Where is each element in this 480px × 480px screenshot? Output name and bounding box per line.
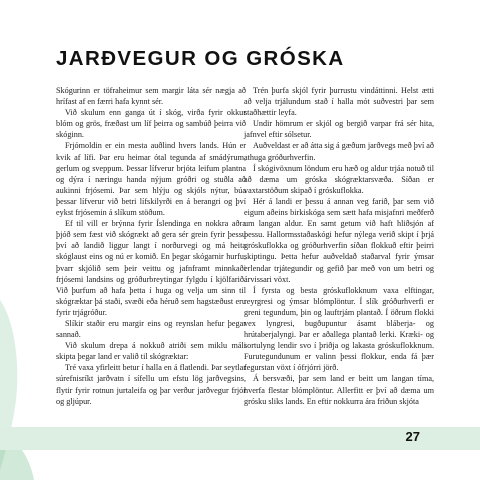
paragraph: Slíkir staðir eru margir eins og reynslan hefur þegar sannað.: [56, 318, 246, 340]
paragraph: Tré vaxa yfirleitt betur í halla en á flatlendi. Þar seytlar súrefnisríkt jarðvatn í sífellu um efstu lög jarðvegsins, flytir fyrir rotnun jurtaleifa og þar verður jarðvegur frjór og gljúpur.: [56, 363, 246, 406]
paragraph: Í fyrsta og besta gróskuflokknum vaxa elftingar, reyrgresi og ýmsar blómplöntur. Í slík gróðurhverfi er greni tegundum, þin og lauftrjám plantað. Í öðrum flokki vex lyngresi, bugðupuntur ásamt bláberja- og hrútaberjalyngi. Þar er aðallega plantað lerki. Kræki- og sortulyng lendir svo í þriðja og lakasta gróskuflokknum. Furutegundunum er valinn þessi flokkur, enda fá þær fegurstan vöxt í ófrjórri jörð.: [244, 285, 434, 373]
paragraph: Trén þurfa skjól fyrir þurrustu vindáttinni. Helst ætti að velja trjálundum stað í halla mót suðvestri þar sem staðhættir leyfa.: [244, 86, 434, 118]
paragraph: Við skulum enn ganga út í skóg, virða fyrir okkur blóm og grös, fræðast um líf þeirra og sambúð þeirra við skóginn.: [56, 108, 246, 140]
right-text-column: [244, 85, 434, 407]
left-text-column: [56, 85, 246, 407]
paragraph: Hér á landi er þessu á annan veg farið, þar sem við eigum aðeins birkiskóga sem sætt hafa misjafnri meðferð um langan aldur. En samt getum við haft hliðsjón af þessu. Hallormsstaðaskógi hefur nýlega verið skipt í þrjá gróskuflokka og gróðurhverfin síðan flokkuð eftir þeirri skiptingu. Þetta hefur auðveldað staðarval fyrir ýmsar erlendar trjátegundir og gefið þar með von um betri og árvissari vöxt.: [244, 196, 434, 284]
paragraph: Frjómoldin er ein mesta auðlind hvers lands. Hún er kvik af lífi. Þar eru heimar ótal tegunda af smádýrum, gerlum og sveppum. Þessar lífverur brjóta leifum plantna og dýra í næringu handa nýjum gróðri og stuðla að aukinni frjósemi. Þar sem hlýju og skjóls nýtur, búa þessar lífverur við betri lífskilyrði en á berangri og því eykst frjósemin á slíkum stöðum.: [56, 141, 246, 218]
paragraph: Undir hömrum er skjól og bergið varpar frá sér hita, jafnvel eftir sólsetur.: [244, 119, 434, 140]
paragraph: Ef til vill er brýnna fyrir Íslendinga en nokkra aðra þjóð sem fæst við skógrækt að gera sér grein fyrir þessu því að landið liggur langt í norðurvegi og má heita skóglaust eins og nú er komið. En þegar skógarnir hurfu, þvarr skjólið sem þeir veittu og jafnframt minnkaði frjósemi landsins og gróðurbreytingar fylgdu í kjölfarið. Við þurfum að hafa þetta í huga og velja um sinn til skógræktar þá staði, svæði eða héruð sem hagstæðust eru fyrir trjágróður.: [56, 219, 246, 317]
page-title: JARÐVEGUR OG GRÓSKA: [56, 47, 345, 70]
paragraph: Auðveldast er að átta sig á gæðum jarðvegs með því að athuga gróðurhverfin.: [244, 141, 434, 162]
paragraph: Í skógivöxnum löndum eru hæð og aldur trjáa notuð til að dæma um gróska skógræktarsvæða. Síðan er vaxtarstöðum skipað í gróskuflokka.: [244, 163, 434, 195]
paragraph: Skógurinn er töfraheimur sem margir láta sér nægja að hrífast af en færri hafa kynnt sér.: [56, 86, 246, 107]
page-number: 27: [405, 429, 420, 444]
paragraph: Á bersvæði, þar sem land er beitt um langan tíma, hverfa flestar blómplöntur. Allerfitt er því að dæma um grósku sliks lands. En eftir nokkurra ára friðun skjóta: [244, 374, 434, 406]
paragraph: Við skulum drepa á nokkuð atriði sem miklu máli skipta þegar land er valið til skógræktar:: [56, 341, 246, 362]
